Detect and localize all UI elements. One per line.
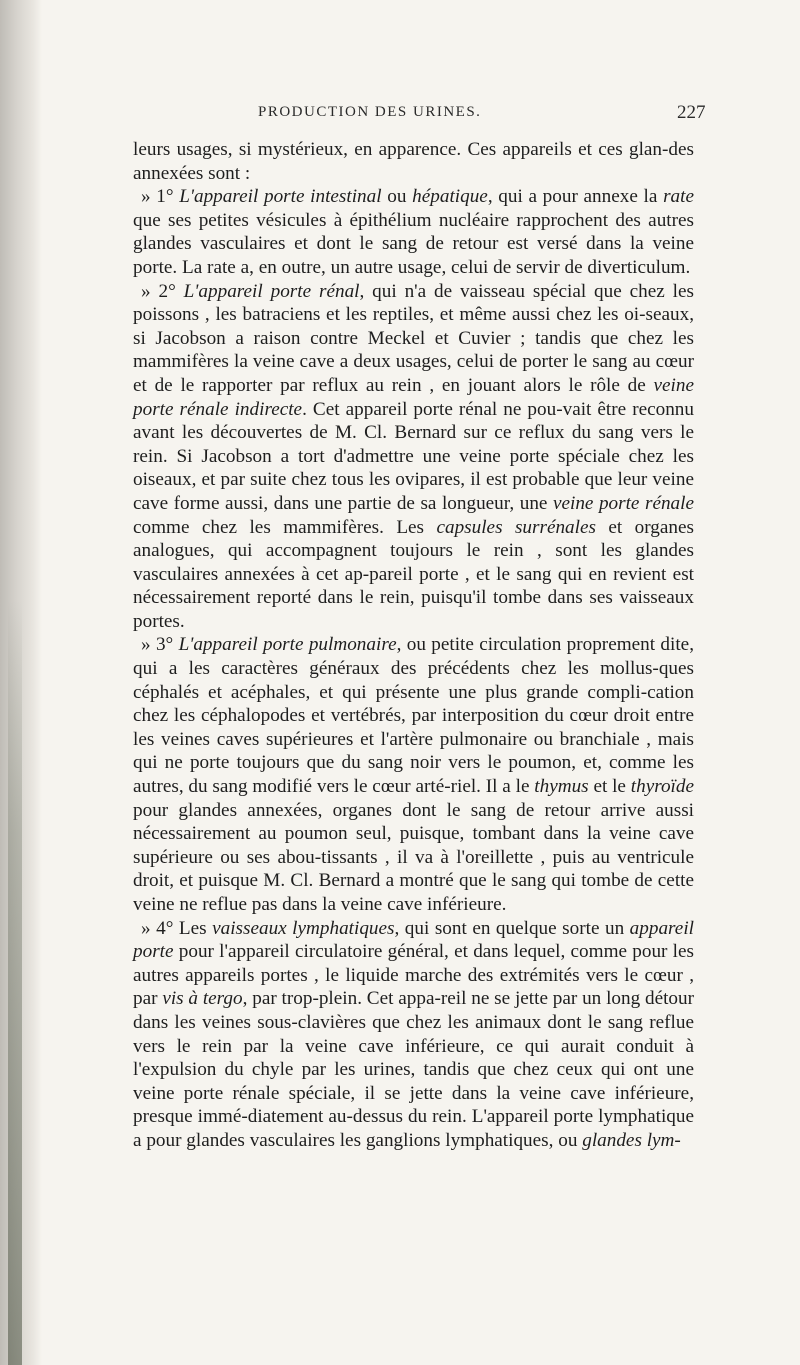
text-run: . Cet appareil porte rénal ne pou-vait être reconnu avant les découvertes de M. Cl. Bernard sur ce reflux du sang vers le rein. Si Jacobson a tort d'admettre une veine porte spéciale chez les oiseaux, et par suite chez tous les ovipares, il est probable que leur veine cave forme aussi, dans une partie de sa longueur, une (133, 398, 694, 514)
italic-text-run: veine porte rénale indirecte (133, 374, 694, 420)
text-run: » 3° (141, 634, 179, 656)
text-run: pour l'appareil circulatoire général, et dans lequel, comme pour les autres appareils portes , le liquide marche des extrémités vers le cœur , par (133, 941, 694, 1010)
running-title: PRODUCTION DES URINES. (258, 104, 482, 120)
text-run: ou (381, 186, 413, 208)
italic-text-run: vaisseaux lymphatiques (212, 917, 395, 939)
italic-text-run: glandes lym- (582, 1129, 681, 1151)
text-run: , ou petite circulation proprement dite, qui a les caractères généraux des précédents chez les mollus-ques céphalés et acéphales, et qui présente une plus grande compli-cation chez les céphalopodes et vertébrés, par interposition du cœur droit entre les veines caves supérieures et l'artère pulmonaire ou branchiale , mais qui ne porte toujours que du sang noir vers le poumon, et, comme les autres, du sang modifié vers le cœur arté-riel. Il a le (133, 634, 694, 798)
text-run: , par trop-plein. Cet appa-reil ne se jette par un long détour dans les veines sous-clavières que chez les animaux dont le sang reflue vers le rein par la veine cave inférieure, ce qui aurait conduit à l'expulsion du chyle par les urines, tandis que chez ceux qui ont une veine porte rénale spéciale, il se jette dans la veine cave inférieure, presque immé-diatement au-dessus du rein. L'appareil porte lymphatique a pour glandes vasculaires les ganglions lymphatiques, ou (133, 988, 695, 1151)
paragraph (133, 633, 694, 916)
text-run: pour glandes annexées, organes dont le sang de retour arrive aussi nécessairement au poumon seul, puisque, tombant dans la veine cave supérieure ou ses abou-tissants , il va à l'oreillette , puis au ventricule droit, et puisque M. Cl. Bernard a montré que le sang qui tombe de cette veine ne reflue pas dans la veine cave inférieure. (133, 799, 694, 915)
text-run: » 2° (141, 280, 184, 302)
text-run: , qui n'a de vaisseau spécial que chez les poissons , les batraciens et les reptiles, et même aussi chez les oi-seaux, si Jacobson a raison contre Meckel et Cuvier ; tandis que chez les mammifères la veine cave a deux usages, celui de porter le sang au cœur et de le rapporter par reflux au rein , en jouant alors le rôle de (133, 280, 694, 396)
paragraph (133, 138, 694, 185)
text-run: , qui sont en quelque sorte un (394, 917, 630, 939)
text-run: » 4° Les (141, 917, 213, 939)
paragraph (133, 185, 694, 279)
italic-text-run: vis à tergo (162, 988, 243, 1010)
text-run: et le (588, 776, 631, 798)
text-run: comme chez les mammifères. Les (133, 516, 437, 538)
italic-text-run: thymus (534, 776, 589, 798)
paragraph (133, 917, 694, 1153)
italic-text-run: rate (663, 186, 694, 208)
italic-text-run: veine porte rénale (552, 492, 694, 514)
italic-text-run: L'appareil porte pulmonaire (178, 634, 397, 656)
italic-text-run: hépatique (412, 186, 488, 208)
text-run: leurs usages, si mystérieux, en apparence. Ces appareils et ces glan-des annexées sont : (133, 139, 694, 184)
body-text (133, 138, 694, 1153)
text-run: que ses petites vésicules à épithélium nucléaire rapprochent des autres glandes vasculaires et dont le sang de retour est versé dans la veine porte. La rate a, en outre, un autre usage, celui de servir de diverticulum. (133, 209, 694, 278)
italic-text-run: L'appareil porte rénal (183, 280, 360, 302)
italic-text-run: appareil porte (133, 917, 694, 963)
text-run: , qui a pour annexe la (487, 186, 664, 208)
italic-text-run: thyroïde (630, 776, 694, 798)
italic-text-run: L'appareil porte intestinal (179, 186, 382, 208)
text-run: et organes analogues, qui accompagnent toujours le rein , sont les glandes vasculaires annexées à cet ap-pareil porte , et le sang qui en revient est nécessairement reporté dans le rein, puisqu'il tombe dans ses vaisseaux portes. (133, 516, 694, 632)
text-run: » 1° (141, 186, 180, 208)
italic-text-run: capsules surrénales (436, 516, 596, 538)
running-head (0, 104, 800, 128)
paragraph (133, 280, 694, 634)
page-number: 227 (677, 102, 706, 123)
